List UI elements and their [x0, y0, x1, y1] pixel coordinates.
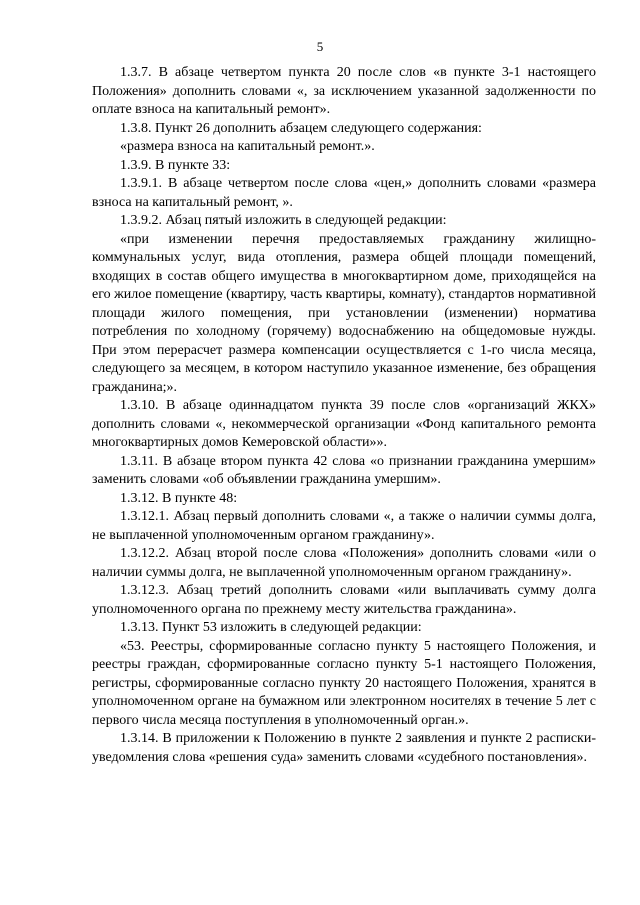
paragraph-1-3-14: 1.3.14. В приложении к Положению в пункте 2 заявления и пункте 2 расписки-уведомления слова «решения суда» заменить словами «судебного постановления». — [92, 731, 596, 765]
paragraph-1-3-8: 1.3.8. Пункт 26 дополнить абзацем следующего содержания: — [120, 120, 482, 136]
document-body — [92, 64, 596, 767]
paragraph-1-3-7: 1.3.7. В абзаце четвертом пункта 20 после слов «в пункте 3-1 настоящего Положения» дополнить словами «, за исключением указанной задолженности по оплате взноса на капитальный ремонт». — [92, 65, 596, 117]
paragraph-1-3-13-quote: «53. Реестры, сформированные согласно пункту 5 настоящего Положения, и реестры граждан, сформированные согласно пункту 5-1 настоящего Положения, регистры, сформированные согласно пункту 20 настоящего Положения, хранятся в уполномоченном органе на бумажном или электронном носителях в течение 5 лет с первого числа месяца поступления в уполномоченный орган.». — [92, 638, 596, 728]
paragraph-1-3-9: 1.3.9. В пункте 33: — [120, 157, 231, 173]
paragraph-1-3-8-quote: «размера взноса на капитальный ремонт.». — [120, 139, 375, 154]
paragraph-1-3-12-3: 1.3.12.3. Абзац третий дополнить словами «или выплачивать сумму долга уполномоченного органа по прежнему месту жительства гражданина». — [92, 583, 596, 617]
page-number: 5 — [316, 39, 324, 54]
paragraph-1-3-9-1: 1.3.9.1. В абзаце четвертом после слова «цен,» дополнить словами «размера взноса на капитальный ремонт, ». — [92, 176, 596, 210]
paragraph-1-3-13: 1.3.13. Пункт 53 изложить в следующей редакции: — [120, 620, 422, 635]
paragraph-1-3-11: 1.3.11. В абзаце втором пункта 42 слова «о признании гражданина умершим» заменить словами «об объявлении гражданина умершим». — [92, 453, 596, 487]
paragraph-1-3-9-2: 1.3.9.2. Абзац пятый изложить в следующей редакции: — [120, 213, 447, 228]
paragraph-1-3-12-2: 1.3.12.2. Абзац второй после слова «Положения» дополнить словами «или о наличии суммы долга, не выплаченной уполномоченным органом гражданину». — [92, 546, 596, 580]
paragraph-1-3-12-1: 1.3.12.1. Абзац первый дополнить словами «, а также о наличии суммы долга, не выплаченной уполномоченным органом гражданину». — [92, 509, 596, 543]
paragraph-1-3-9-2-quote: «при изменении перечня предоставляемых гражданину жилищно-коммунальных услуг, вида отопления, размера общей площади помещений, входящих в состав общего имущества в многоквартирном доме, приходящейся на его жилое помещение (квартиру, часть квартиры, комнату), стандартов нормативной площади жилого помещения, при установлении (изменении) норматива потребления по холодному (горячему) водоснабжению на общедомовые нужды. При этом перерасчет размера компенсации осуществляется с 1-го числа месяца, следующего за месяцем, в котором наступило указанное изменение, без обращения гражданина;». — [92, 231, 596, 395]
paragraph-1-3-10: 1.3.10. В абзаце одиннадцатом пункта 39 после слов «организаций ЖКХ» дополнить словами «, некоммерческой организации «Фонд капитального ремонта многоквартирных домов Кемеровской области»». — [92, 398, 596, 450]
paragraph-1-3-12: 1.3.12. В пункте 48: — [120, 490, 238, 506]
